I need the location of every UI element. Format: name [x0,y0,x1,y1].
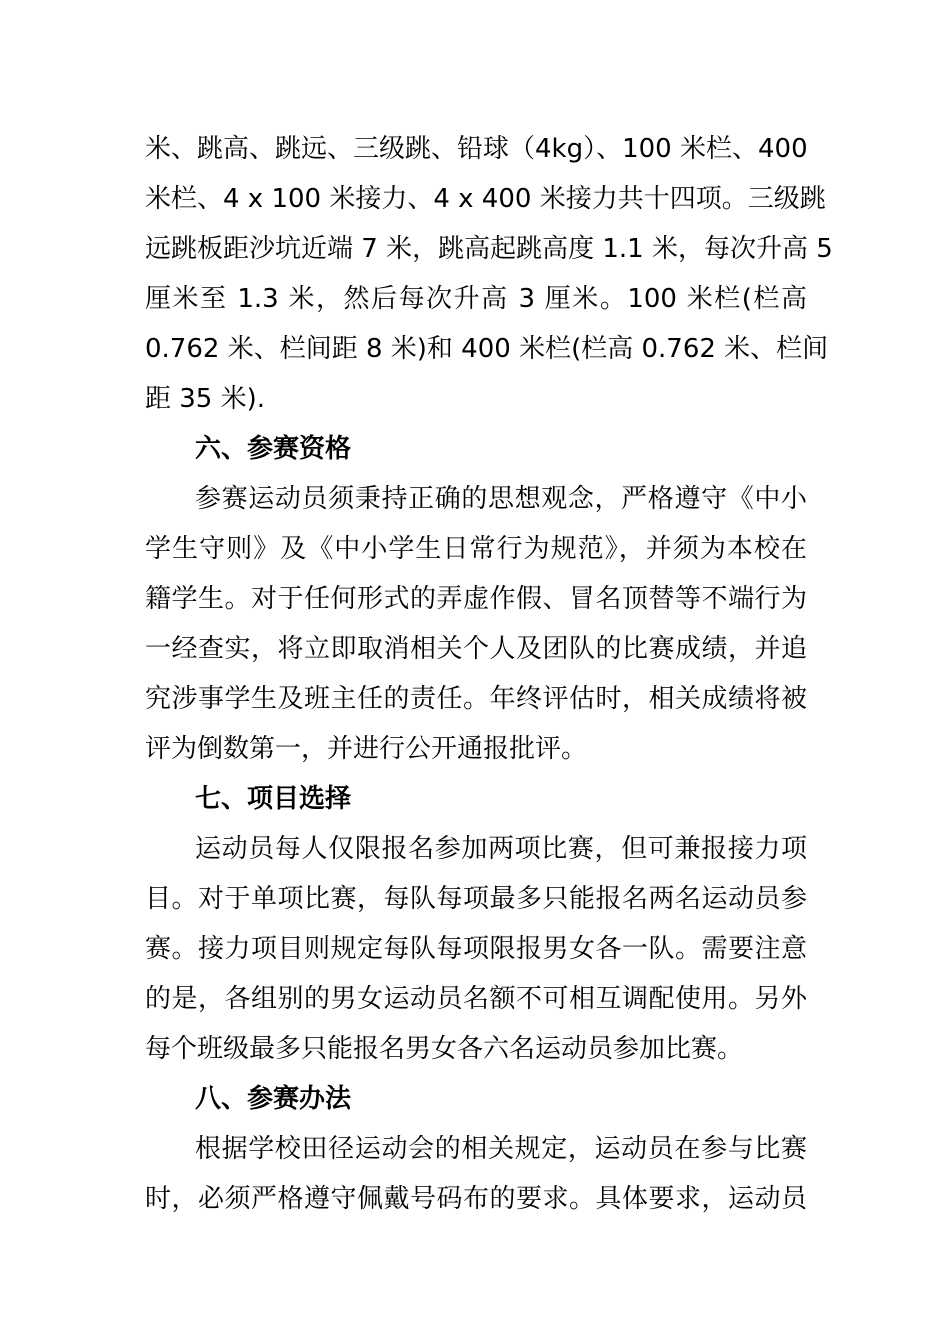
section-heading-participation-rules: 八、参赛办法 [195,1084,352,1114]
paragraph-line: 每个班级最多只能报名男女各六名运动员参加比赛。 [145,1034,744,1064]
paragraph-line: 运动员每人仅限报名参加两项比赛，但可兼报接力项 [195,834,807,864]
paragraph-line: 一经查实，将立即取消相关个人及团队的比赛成绩，并追 [145,634,807,664]
paragraph-line: 究涉事学生及班主任的责任。年终评估时，相关成绩将被 [145,684,807,714]
paragraph-line: 学生守则》及《中小学生日常行为规范》，并须为本校在 [145,534,807,564]
paragraph-line: 0.762 米、栏间距 8 米)和 400 米栏(栏高 0.762 米、栏间 [145,334,829,364]
paragraph-line: 的是，各组别的男女运动员名额不可相互调配使用。另外 [145,984,807,1014]
paragraph-line: 时，必须严格遵守佩戴号码布的要求。具体要求，运动员 [145,1184,807,1214]
paragraph-line: 厘米至 1.3 米，然后每次升高 3 厘米。100 米栏(栏高 [145,284,807,314]
paragraph-line: 评为倒数第一，并进行公开通报批评。 [145,734,588,764]
paragraph-line: 根据学校田径运动会的相关规定，运动员在参与比赛 [195,1134,807,1164]
section-heading-eligibility: 六、参赛资格 [195,434,352,464]
paragraph-line: 远跳板距沙坑近端 7 米，跳高起跳高度 1.1 米，每次升高 5 [145,234,833,264]
paragraph-line: 籍学生。对于任何形式的弄虚作假、冒名顶替等不端行为 [145,584,807,614]
paragraph-line: 参赛运动员须秉持正确的思想观念，严格遵守《中小 [195,484,807,514]
paragraph-line: 米、跳高、跳远、三级跳、铅球（4kg）、100 米栏、400 [145,134,808,164]
paragraph-line: 距 35 米). [145,384,266,414]
paragraph-line: 目。对于单项比赛，每队每项最多只能报名两名运动员参 [145,884,807,914]
section-heading-event-selection: 七、项目选择 [195,784,352,814]
paragraph-line: 赛。接力项目则规定每队每项限报男女各一队。需要注意 [145,934,807,964]
paragraph-line: 米栏、4 x 100 米接力、4 x 400 米接力共十四项。三级跳 [145,184,826,214]
